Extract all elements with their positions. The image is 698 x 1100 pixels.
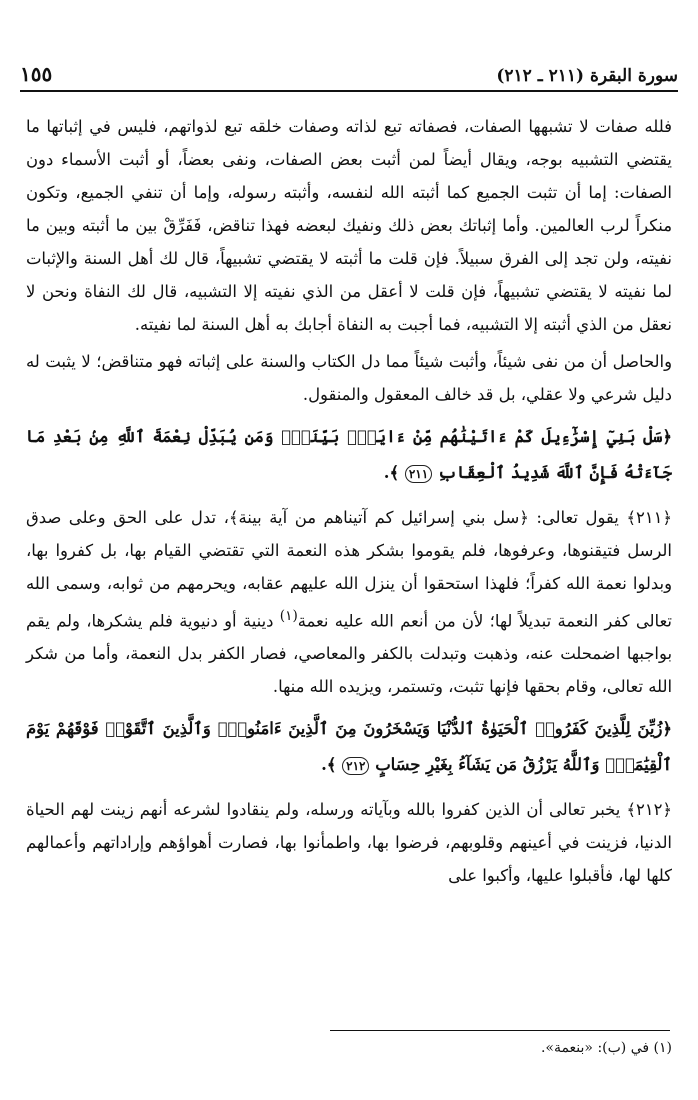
quran-verse-211 bbox=[26, 419, 672, 491]
surah-title: سورة البقرة (٢١١ ـ ٢١٢) bbox=[496, 66, 678, 86]
paragraph-3-text: ﴿٢١١﴾ يقول تعالى: ﴿سل بني إسرائيل كم آتيناهم من آية بينة﴾، تدل على الحق وعلى صدق الرسل فتيقنوها، وعرفوها، فلم يقوموا بشكر هذه النعمة التي تقتضي القيام بها، بل كفروا بها، وبدلوا نعمة الله كفراً؛ فلهذا استحقوا أن ينزل الله عليهم عقابه، ويحرمهم من ثوابه، وسمى الله تعالى كفر النعمة تبديلاً لها؛ لأن من أنعم الله عليه نعمة bbox=[26, 508, 672, 631]
verse-number-212: ٢١٢ bbox=[342, 757, 369, 775]
paragraph-4: ﴿٢١٢﴾ يخبر تعالى أن الذين كفروا بالله وبآياته ورسله، ولم ينقادوا لشرعه أنهم زينت لهم الحياة الدنيا، فزينت في أعينهم وقلوبهم، فرضوا بها، واطمأنوا بها، فصارت أهواؤهم وإراداتهم وأعمالهم كلها لها، فأقبلوا عليها، وأكبوا على bbox=[26, 800, 672, 886]
verse-close: ﴾. bbox=[383, 463, 400, 482]
verse-close: ﴾. bbox=[321, 755, 337, 775]
paragraph-3 bbox=[26, 501, 672, 703]
paragraph-1: فلله صفات لا تشبهها الصفات، فصفاته تبع لذاته وصفات خلقه تبع لذواتهم، فليس في إثباتها ما يقتضي التشبيه بوجه، ويقال أيضاً لمن أثبت بعض الصفات، ونفى بعضاً، أو أثبت الأسماء دون الصفات: إما أن تثبت الجميع كما أثبته الله لنفسه، وأثبته رسوله، وإما أن تنفي الجميع، وتكون منكراً لرب العالمين. وأما إثباتك بعض ذلك ونفيك لبعضه فهذا تناقض، فَفَرِّقْ بين ما أثبته وبين ما نفيته، ولن تجد إلى الفرق سبيلاً. فإن قلت ما أثبته لا يقتضي تشبيهاً، قال لك أهل السنة والإثبات لما نفيته لا يقتضي تشبيهاً، فإن قلت لا أعقل من الذي نفيته إلا التشبيه، قال لك النفاة ونحن لا نعقل من الذي أثبته إلا التشبيه، فما أجبت به النفاة أجابك به أهل السنة لما نفيته. bbox=[26, 117, 672, 334]
page-number: ١٥٥ bbox=[20, 62, 53, 86]
footnote: (١) في (ب): «بنعمة». bbox=[540, 1040, 672, 1056]
footnote-divider bbox=[330, 1030, 670, 1031]
footnote-ref: (١) bbox=[279, 608, 298, 624]
verse-text: ﴿سَلْ بَنِيٓ إِسْرَٰٓءِيلَ كَمْ ءَاتَيْنَٰهُم مِّنْ ءَايَةٍۭ بَيِّنَةٍۗ وَمَن يُبَدِّلْ نِعْمَةَ ٱللَّهِ مِنۢ بَعْدِ مَا جَآءَتْهُ فَإِنَّ ٱللَّهَ شَدِيدُ ٱلْعِقَابِ bbox=[26, 427, 672, 482]
paragraph-2: والحاصل أن من نفى شيئاً، وأثبت شيئاً مما دل الكتاب والسنة على إثباته فهو متناقض؛ لا يثبت له دليل شرعي ولا عقلي، بل قد خالف المعقول والمنقول. bbox=[26, 352, 672, 404]
paragraph-3-cont: دينية أو دنيوية فلم يشكرها، ولم يقم بواجبها اضمحلت عنه، وذهبت وتبدلت بالكفر والمعاصي، فصار الكفر بدل النعمة، وأما من شكر الله تعالى، وقام بحقها فإنها تثبت، وتستمر، ويزيده الله منها. bbox=[26, 611, 672, 697]
verse-text: ﴿زُيِّنَ لِلَّذِينَ كَفَرُوا۟ ٱلْحَيَوٰةُ ٱلدُّنْيَا وَيَسْخَرُونَ مِنَ ٱلَّذِينَ ءَامَنُوا۟ۘ وَٱلَّذِينَ ٱتَّقَوْا۟ فَوْقَهُمْ يَوْمَ ٱلْقِيَٰمَةِۗ وَٱللَّهُ يَرْزُقُ مَن يَشَآءُ بِغَيْرِ حِسَابٍ bbox=[26, 719, 672, 775]
page-header bbox=[20, 58, 678, 92]
quran-verse-212 bbox=[26, 711, 672, 783]
verse-number-211: ٢١١ bbox=[405, 465, 432, 483]
main-text bbox=[26, 110, 672, 896]
